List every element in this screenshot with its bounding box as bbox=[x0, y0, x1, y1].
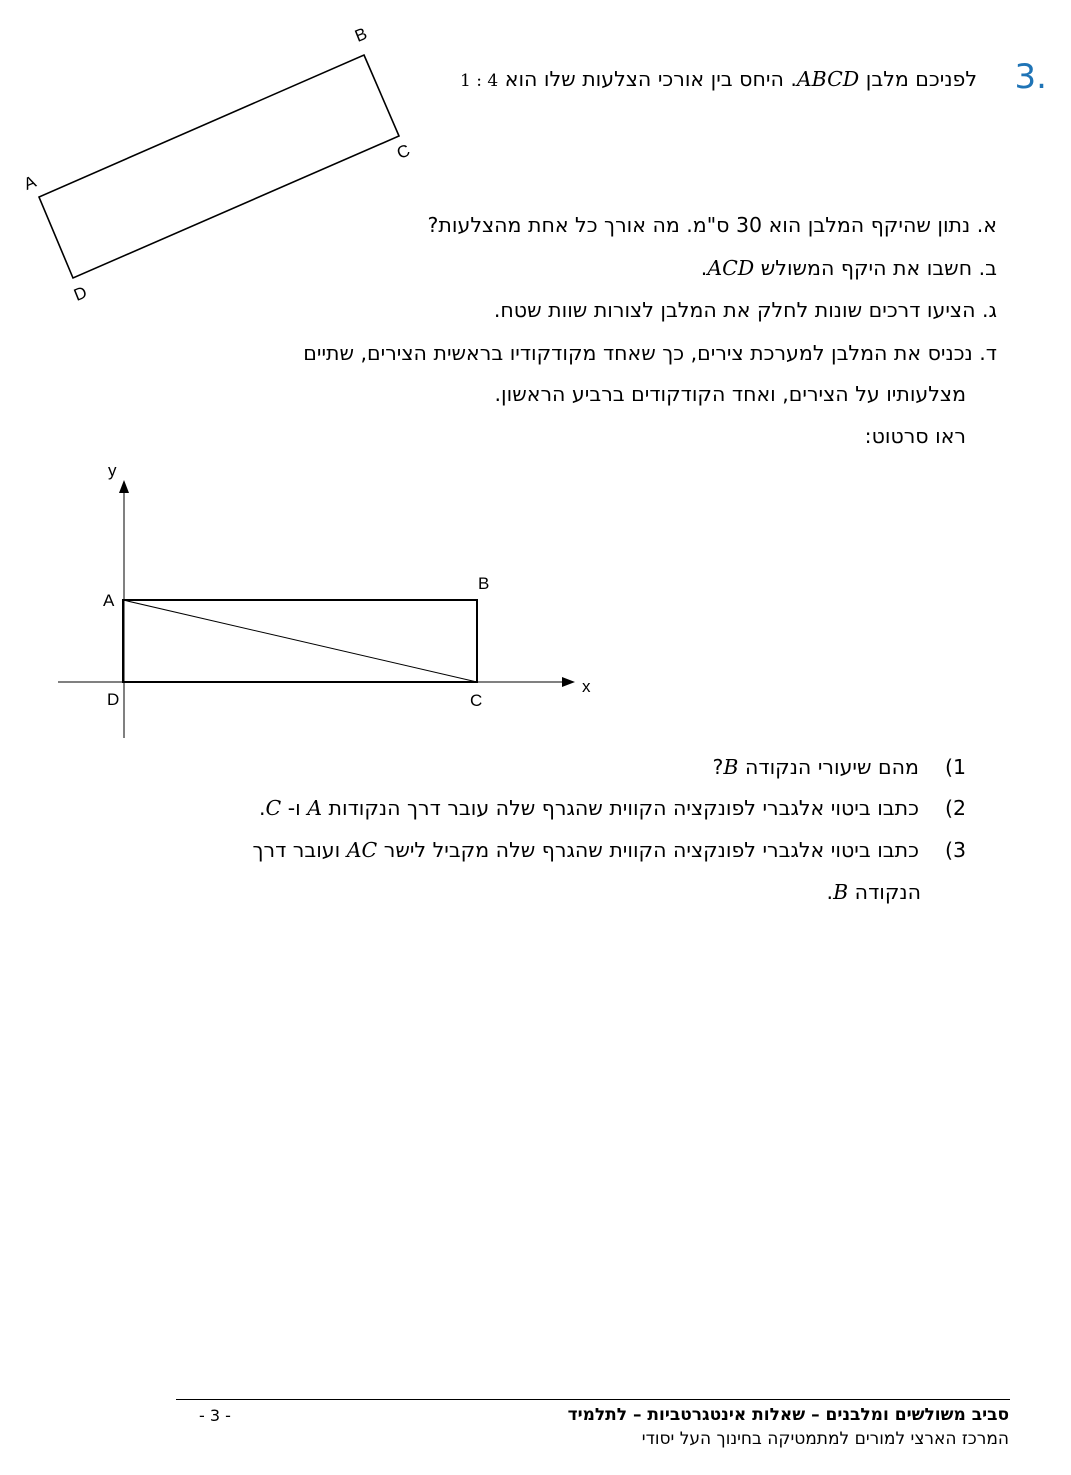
item-d-text-line1: נכניס את המלבן למערכת צירים, כך שאחד מקודקודיו בראשית הצירים, שתיים bbox=[303, 341, 973, 365]
item-b-math: ACD bbox=[707, 256, 755, 280]
subquestion-2-math-c: C bbox=[265, 796, 282, 820]
subquestion-3-line2-text-a: הנקודה bbox=[848, 880, 921, 904]
label-d: D bbox=[71, 282, 90, 305]
item-a-text: נתון שהיקף המלבן הוא 30 ס"מ. מה אורך כל אחת מהצלעות? bbox=[427, 213, 971, 237]
footer-title: סביב משולשים ומלבנים – שאלות אינטגרטביות – לתלמיד bbox=[567, 1405, 1009, 1425]
item-b bbox=[701, 258, 997, 279]
point-label-b: B bbox=[478, 574, 490, 593]
subquestion-3-text-a: כתבו ביטוי אלגברי לפונקציה הקווית שהגרף שלה מקביל לישר bbox=[377, 838, 919, 862]
item-d-text-line3: ראו סרטוט: bbox=[864, 424, 966, 448]
subquestion-1-text-b: ? bbox=[712, 755, 724, 779]
item-a bbox=[428, 215, 997, 236]
point-label-c: C bbox=[470, 691, 483, 710]
subquestion-3-text-b: ועובר דרך bbox=[252, 838, 347, 862]
y-axis-arrow bbox=[119, 480, 129, 493]
subquestion-1-num: 1) bbox=[944, 755, 966, 779]
footer-divider bbox=[176, 1399, 1010, 1400]
tilted-rectangle-diagram bbox=[0, 0, 430, 310]
diagonal-ac bbox=[123, 600, 477, 682]
subquestion-3-line1 bbox=[253, 840, 967, 861]
item-b-text-a: חשבו את היקף המשולש bbox=[754, 256, 973, 280]
subquestion-1-text-a: מהם שיעורי הנקודה bbox=[738, 755, 919, 779]
subquestion-2-text-a: כתבו ביטוי אלגברי לפונקציה הקווית שהגרף שלה עובר דרך הנקודות bbox=[322, 796, 919, 820]
intro-text-a: לפניכם מלבן bbox=[859, 67, 977, 91]
question-number bbox=[1015, 57, 1047, 97]
item-d-line1 bbox=[303, 343, 997, 364]
axes-rectangle-diagram bbox=[0, 450, 620, 750]
axis-label-y: y bbox=[108, 461, 117, 480]
item-c bbox=[494, 300, 997, 321]
item-c-marker: ג. bbox=[982, 298, 997, 322]
point-label-d: D bbox=[107, 690, 120, 709]
question-number-text: 3. bbox=[1014, 57, 1047, 97]
axis-label-x: x bbox=[582, 677, 591, 696]
intro-text-b: . היחס בין אורכי הצלעות שלו הוא bbox=[498, 67, 797, 91]
subquestion-1 bbox=[713, 757, 966, 778]
subquestion-2-text-c: . bbox=[258, 796, 266, 820]
ratio-value: 1 : 4 bbox=[460, 71, 499, 91]
item-b-marker: ב. bbox=[978, 256, 997, 280]
item-a-marker: א. bbox=[976, 213, 997, 237]
footer-page-number: - 3 - bbox=[199, 1406, 231, 1425]
item-d-marker: ד. bbox=[979, 341, 997, 365]
subquestion-2-text-b: ו- bbox=[281, 796, 308, 820]
label-c: C bbox=[394, 140, 413, 163]
subquestion-2-num: 2) bbox=[944, 796, 966, 820]
subquestion-3-math-b: B bbox=[833, 880, 849, 904]
intro-shape: ABCD bbox=[796, 67, 860, 91]
footer-subtitle: המרכז הארצי למורים למתמטיקה בחינוך העל יסודי bbox=[641, 1429, 1009, 1449]
subquestion-1-math: B bbox=[723, 755, 739, 779]
item-d-text-line2: מצלעותיו על הצירים, ואחד הקודקודים ברביע הראשון. bbox=[494, 382, 966, 406]
item-d-line2 bbox=[495, 384, 966, 405]
item-b-text-b: . bbox=[700, 256, 708, 280]
tilted-rectangle bbox=[39, 55, 399, 278]
question-intro bbox=[460, 69, 977, 90]
subquestion-3-line2 bbox=[827, 882, 921, 903]
subquestion-3-line2-text-b: . bbox=[826, 880, 834, 904]
label-b: B bbox=[352, 24, 370, 46]
label-a: A bbox=[21, 172, 39, 194]
subquestion-2 bbox=[259, 798, 966, 819]
x-axis-arrow bbox=[562, 677, 575, 687]
point-label-a: A bbox=[103, 591, 115, 610]
subquestion-3-num: 3) bbox=[944, 838, 966, 862]
subquestion-3-math-ac: AC bbox=[346, 838, 378, 862]
item-d-line3 bbox=[865, 426, 966, 447]
item-c-text: הציעו דרכים שונות לחלק את המלבן לצורות שוות שטח. bbox=[493, 298, 976, 322]
subquestion-2-math-a: A bbox=[307, 796, 323, 820]
